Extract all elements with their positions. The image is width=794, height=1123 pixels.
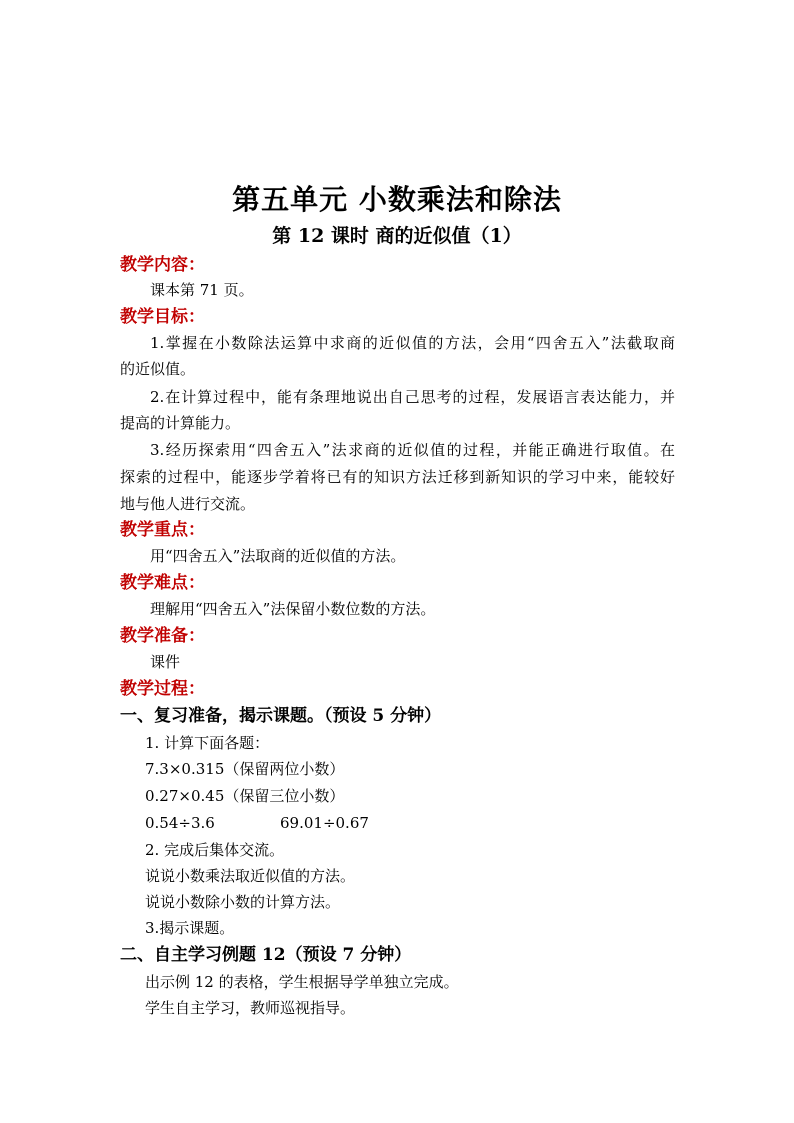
teaching-prep-text: 课件 [150,653,181,671]
process-part-2-title: 二、自主学习例题 12（预设 7 分钟） [120,945,412,965]
part-1-calc-2: 0.27×0.45（保留三位小数） [145,787,345,805]
goal-2-line-2: 提高的计算能力。 [120,414,241,432]
part-1-item-2: 2. 完成后集体交流。 [145,841,285,859]
goal-3-line-1: 3.经历探索用“四舍五入”法求商的近似值的过程，并能正确进行取值。在 [150,441,675,459]
part-1-calc-3b: 69.01÷0.67 [280,814,369,832]
teaching-content-text: 课本第 71 页。 [150,281,254,299]
goal-1-line-2: 的近似值。 [120,360,196,378]
teaching-key-heading: 教学重点： [120,520,205,540]
teaching-key-text: 用“四舍五入”法取商的近似值的方法。 [150,547,406,565]
teaching-difficulty-heading: 教学难点： [120,573,205,593]
part-1-calc-1: 7.3×0.315（保留两位小数） [145,760,345,778]
part-1-talk-2: 说说小数除小数的计算方法。 [145,893,341,911]
part-1-item-3: 3.揭示课题。 [145,919,235,937]
teaching-difficulty-text: 理解用“四舍五入”法保留小数位数的方法。 [150,600,436,618]
goal-3-line-2: 探索的过程中，能逐步学着将已有的知识方法迁移到新知识的学习中来，能较好 [120,468,675,486]
part-1-talk-1: 说说小数乘法取近似值的方法。 [145,867,356,885]
teaching-goals-heading: 教学目标： [120,307,205,327]
part-2-line-1: 出示例 12 的表格，学生根据导学单独立完成。 [145,973,459,991]
part-2-line-2: 学生自主学习，教师巡视指导。 [145,999,356,1017]
teaching-process-heading: 教学过程： [120,679,205,699]
part-1-item-1: 1. 计算下面各题： [145,734,270,752]
teaching-content-heading: 教学内容： [120,255,205,275]
document-title: 第五单元 小数乘法和除法 [232,183,562,216]
part-1-calc-3a: 0.54÷3.6 [145,814,215,832]
document-subtitle: 第 12 课时 商的近似值（1） [272,225,522,247]
process-part-1-title: 一、复习准备，揭示课题。（预设 5 分钟） [120,706,442,726]
goal-3-line-3: 地与他人进行交流。 [120,495,256,513]
goal-2-line-1: 2.在计算过程中，能有条理地说出自己思考的过程，发展语言表达能力，并 [150,388,675,406]
goal-1-line-1: 1.掌握在小数除法运算中求商的近似值的方法，会用“四舍五入”法截取商 [150,334,675,352]
teaching-prep-heading: 教学准备： [120,626,205,646]
